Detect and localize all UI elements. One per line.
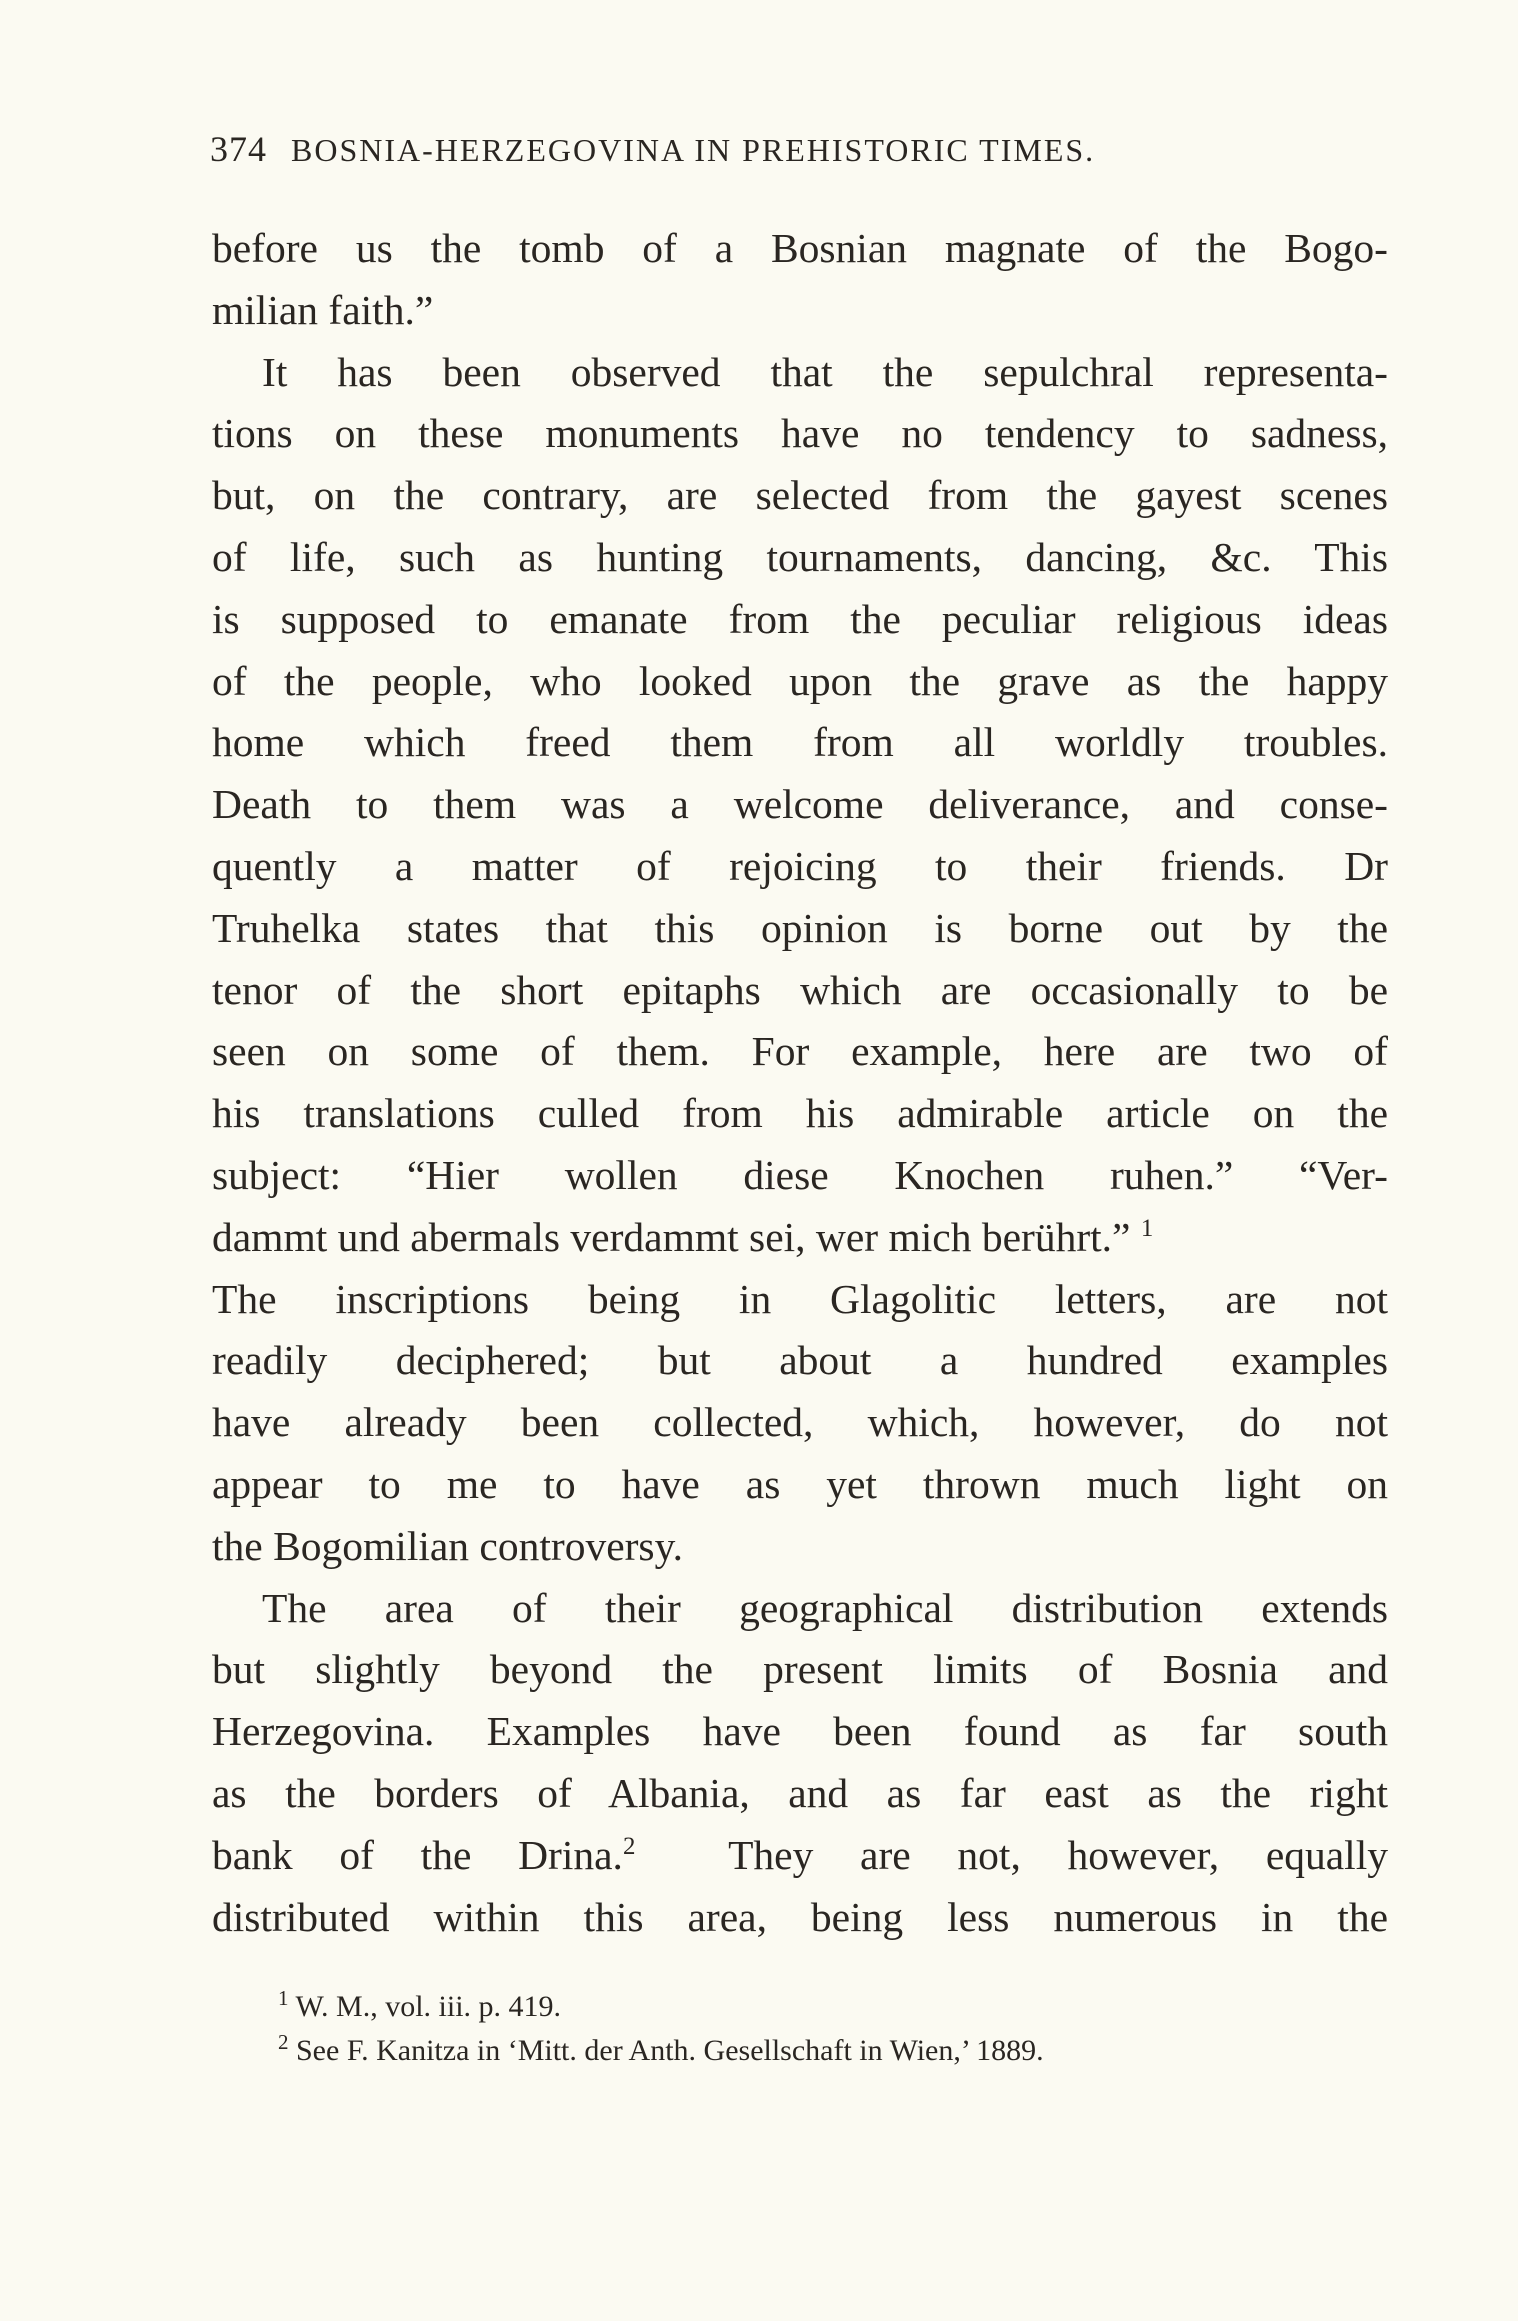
text-line: Death to them was a welcome deliverance, and conse-	[212, 781, 1388, 828]
running-title: BOSNIA-HERZEGOVINA IN PREHISTORIC TIMES.	[291, 132, 1096, 168]
running-header	[210, 128, 1390, 170]
footnote-text: See F. Kanitza in ‘Mitt. der Anth. Gesellschaft in Wien,’ 1889.	[296, 2034, 1044, 2067]
text-line	[212, 1825, 1388, 1887]
text-line	[212, 1207, 1388, 1269]
text-line-content: dammt und abermals verdammt sei, wer mich berührt.”	[212, 1213, 1131, 1260]
text-line: the Bogomilian controversy.	[212, 1522, 684, 1569]
text-line: is supposed to emanate from the peculiar religious ideas	[212, 595, 1388, 642]
text-line: The inscriptions being in Glagolitic letters, are not	[212, 1275, 1388, 1322]
text-line: Herzegovina. Examples have been found as far south	[212, 1708, 1388, 1755]
text-line: home which freed them from all worldly troubles.	[212, 719, 1388, 766]
text-line: but, on the contrary, are selected from the gayest scenes	[212, 472, 1388, 519]
footnote-mark: 1	[278, 1986, 289, 2010]
text-line: of the people, who looked upon the grave as the happy	[212, 657, 1388, 704]
text-line: subject: “Hier wollen diese Knochen ruhen.” “Ver-	[212, 1151, 1388, 1198]
text-line-tail: They are not, however, equally	[728, 1831, 1388, 1878]
text-line: readily deciphered; but about a hundred examples	[212, 1337, 1388, 1384]
footnote-2	[278, 2029, 1388, 2073]
footnote-reference-2: 2	[622, 1832, 636, 1860]
page-number: 374	[210, 129, 267, 169]
footnotes	[278, 1985, 1388, 2073]
text-line: but slightly beyond the present limits of Bosnia and	[212, 1646, 1388, 1693]
footnote-mark: 2	[278, 2030, 289, 2054]
text-line: of life, such as hunting tournaments, dancing, &c. This	[212, 533, 1388, 580]
footnote-text: W. M., vol. iii. p. 419.	[295, 1990, 562, 2023]
text-line: appear to me to have as yet thrown much light on	[212, 1460, 1388, 1507]
text-line: It has been observed that the sepulchral representa-	[262, 348, 1388, 395]
text-line: milian faith.”	[212, 286, 434, 333]
text-line-content: bank of the Drina.	[212, 1831, 623, 1878]
text-line: distributed within this area, being less numerous in the	[212, 1893, 1388, 1940]
body-text	[212, 218, 1388, 1948]
text-line: seen on some of them. For example, here are two of	[212, 1028, 1388, 1075]
text-line: tenor of the short epitaphs which are occasionally to be	[212, 966, 1388, 1013]
text-line: have already been collected, which, however, do not	[212, 1399, 1388, 1446]
text-line: before us the tomb of a Bosnian magnate of the Bogo-	[212, 225, 1388, 271]
text-line: tions on these monuments have no tendency to sadness,	[212, 410, 1388, 457]
text-line: his translations culled from his admirable article on the	[212, 1090, 1388, 1137]
text-line: quently a matter of rejoicing to their friends. Dr	[212, 842, 1388, 889]
footnote-1	[278, 1985, 1388, 2029]
text-line: The area of their geographical distribution extends	[262, 1584, 1388, 1631]
text-line: as the borders of Albania, and as far east as the right	[212, 1769, 1388, 1816]
footnote-reference-1: 1	[1140, 1214, 1154, 1242]
text-line: Truhelka states that this opinion is borne out by the	[212, 904, 1388, 951]
